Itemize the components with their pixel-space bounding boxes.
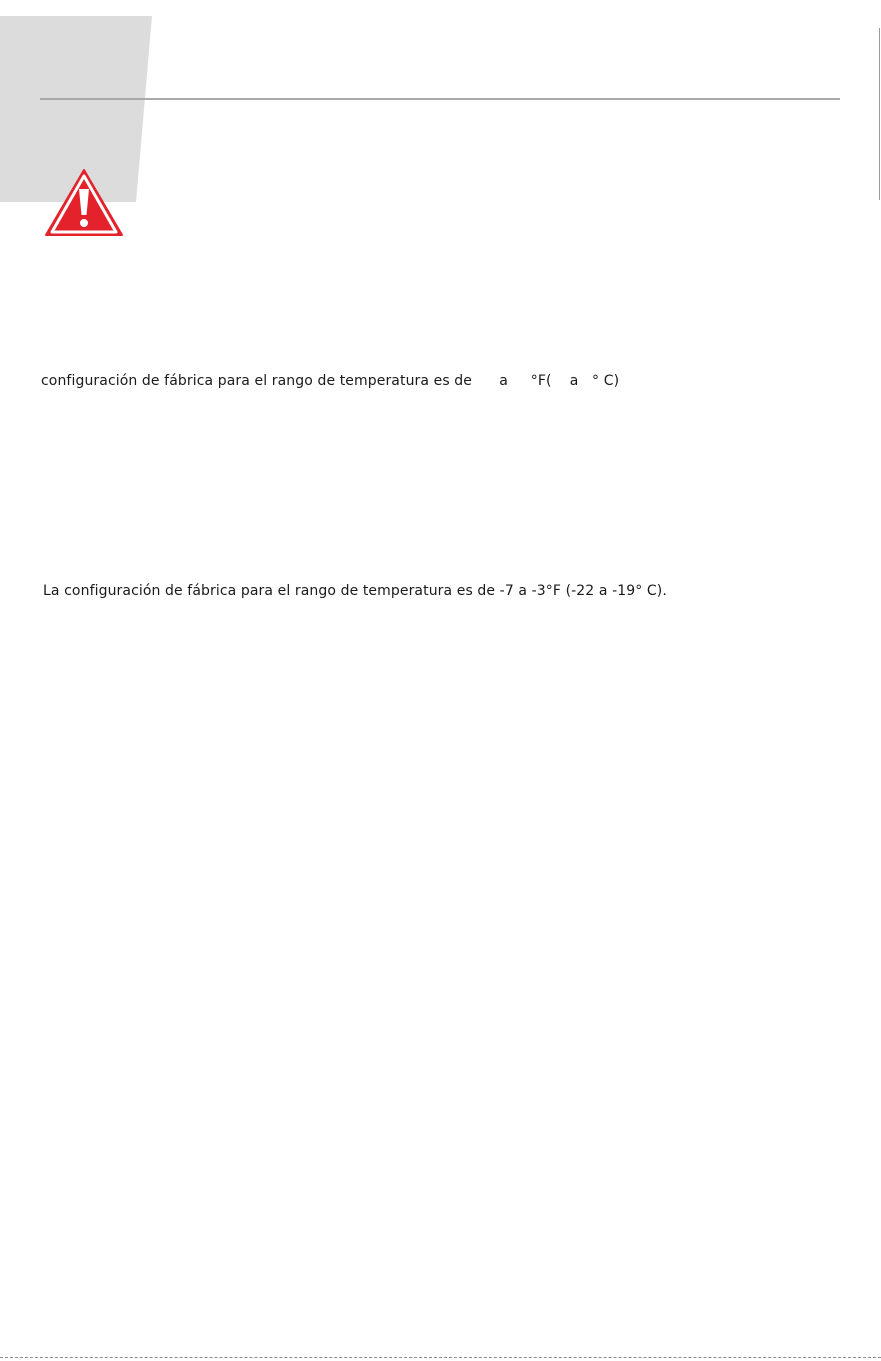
header-divider <box>40 98 840 100</box>
page-edge-line <box>879 28 880 200</box>
footer-dashed-rule <box>0 1357 881 1358</box>
exclamation-dot-icon <box>80 219 88 227</box>
warning-triangle-icon <box>44 168 124 238</box>
temperature-range-line: La configuración de fábrica para el rango de temperatura es de -7 a -3°F (-22 a -19° C). <box>43 583 667 599</box>
temperature-range-line-incomplete: configuración de fábrica para el rango de temperatura es de a °F( a ° C) <box>41 373 620 389</box>
